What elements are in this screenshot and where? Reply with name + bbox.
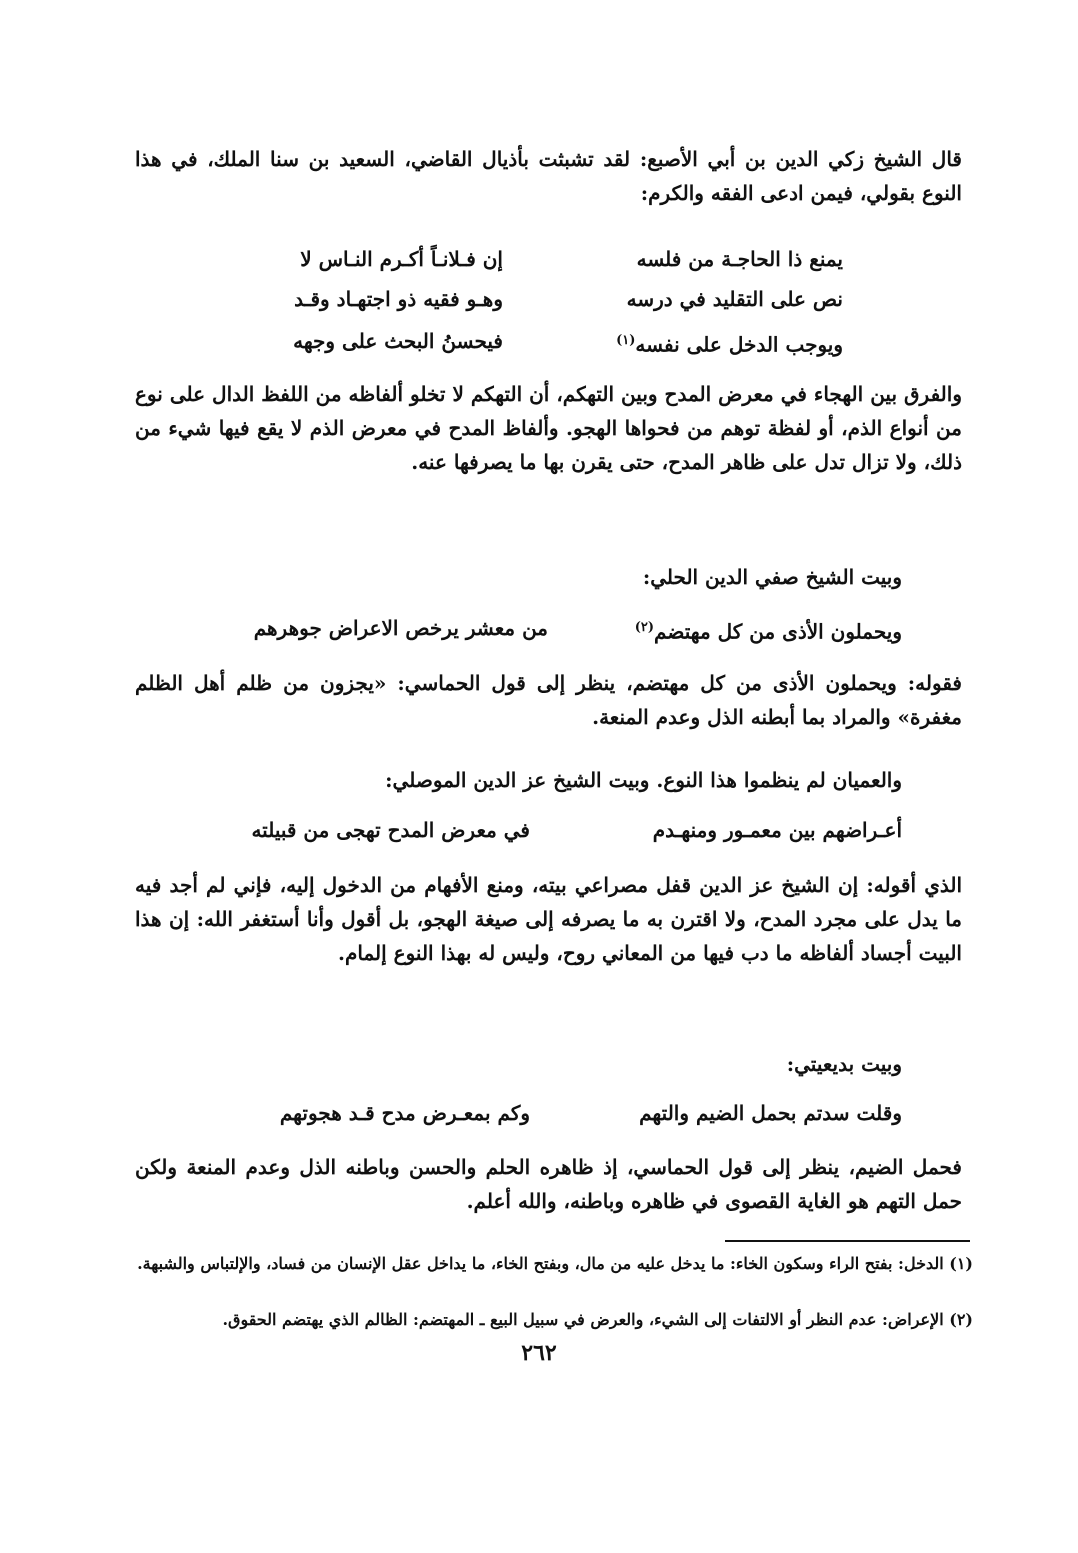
footnote-2 [133,1306,973,1333]
footnote-2-text: الإعراض: عدم النظر أو الالتفات إلى الشيء، والعرض في سبيل البيع ـ المهتضم: الظالم الذي يهتضم الحقوق. [222,1310,944,1329]
izz-verse-first-hemistich: في معرض المدح تهجى من قبيلته [251,818,530,842]
izz-verse-second-hemistich: أعـراضهم بين معمـور ومنهـدم [652,818,902,842]
intro-safi-al-din: وبيت الشيخ صفي الدين الحلي: [642,565,902,589]
verse-3-second-hemistich [616,326,843,360]
paragraph-intro: قال الشيخ زكي الدين بن أبي الأصبع: لقد تشبثت بأذيال القاضي، السعيد بن سنا الملك، في هذا النوع بقولي، فيمن ادعى الفقه والكرم: [135,147,962,205]
safi-verse-second-hemistich [635,613,902,647]
verse-3-second-text: ويوجب الدخل على نفسه [635,332,843,357]
safi-verse-first-hemistich: من معشر يرخص الاعراض جوهرهم [253,616,548,640]
verse-2-second-hemistich: نص على التقليد في درسه [626,287,843,311]
footnote-1-number: (١) [949,1254,973,1273]
paragraph-conclusion: فحمل الضيم، ينظر إلى قول الحماسي، إذ ظاهره الحلم والحسن وباطنه الذل وعدم المنعة ولكن حمل التهم هو الغاية القصوى في ظاهره وباطنه، والله أعلم. [135,1155,962,1213]
verse-3-first-hemistich: فيحسنُ البحث على وجهه [293,329,503,353]
footnote-marker-1: (١) [616,333,636,348]
footnote-1 [133,1250,973,1277]
safi-verse-second-text: ويحملون الأذى من كل مهتضم [654,619,902,644]
paragraph-author-opinion: الذي أقوله: إن الشيخ عز الدين قفل مصراعي بيته، ومنع الأفهام من الدخول إليه، فإني لم أجد فيه ما يدل على مجرد المدح، ولا اقترن به ما يصرفه إلى صيغة الهجو، بل أقول وأنا أستغفر الله: إن هذا البيت أجساد ألفاظه ما دب فيها من المعاني روح، وليس له بهذا النوع إلمام. [135,873,962,965]
footnote-separator [725,1240,970,1242]
paragraph-difference: والفرق بين الهجاء في معرض المدح وبين التهكم، أن التهكم لا تخلو ألفاظه من اللفظ الدال على نوع من أنواع الذم، أو لفظة توهم من فحواها الهجو. وألفاظ المدح في معرض الذم لا يقع فيها شيء من ذلك، ولا تزال تدل على ظاهر المدح، حتى يقرن بها ما يصرفها عنه. [135,382,962,474]
verse-2-first-hemistich: وهـو فقيه ذو اجتهـاد وقـد [294,287,503,311]
verse-1-first-hemistich: إن فـلانـاً أكـرم النـاس لا [300,247,503,271]
paragraph-commentary: فقوله: ويحملون الأذى من كل مهتضم، ينظر إلى قول الحماسي: «يجزون من ظلم أهل الظلم مغفرة» والمراد بما أبطنه الذل وعدم المنعة. [135,671,962,729]
footnote-marker-2: (٢) [634,620,655,635]
footnote-2-number: (٢) [949,1310,973,1329]
badiiya-verse-second-hemistich: وقلت سدتم بحمل الضيم والتهم [639,1101,902,1125]
badiiya-verse-first-hemistich: وكم بمعـرض مدح قـد هجوتهم [279,1101,530,1125]
verse-1-second-hemistich: يمنع ذا الحاجـة من فلسه [636,247,843,271]
paragraph-blind-poets: والعميان لم ينظموا هذا النوع. وبيت الشيخ عز الدين الموصلي: [385,768,902,792]
footnote-1-text: الدخل: بفتح الراء وسكون الخاء: ما يدخل عليه من مال، وبفتح الخاء، ما يداخل عقل الإنسان من فساد، والإلتباس والشبهة. [137,1254,944,1273]
page-number: ٢٦٢ [521,1340,557,1366]
intro-badiiya: وبيت بديعيتي: [786,1052,902,1076]
